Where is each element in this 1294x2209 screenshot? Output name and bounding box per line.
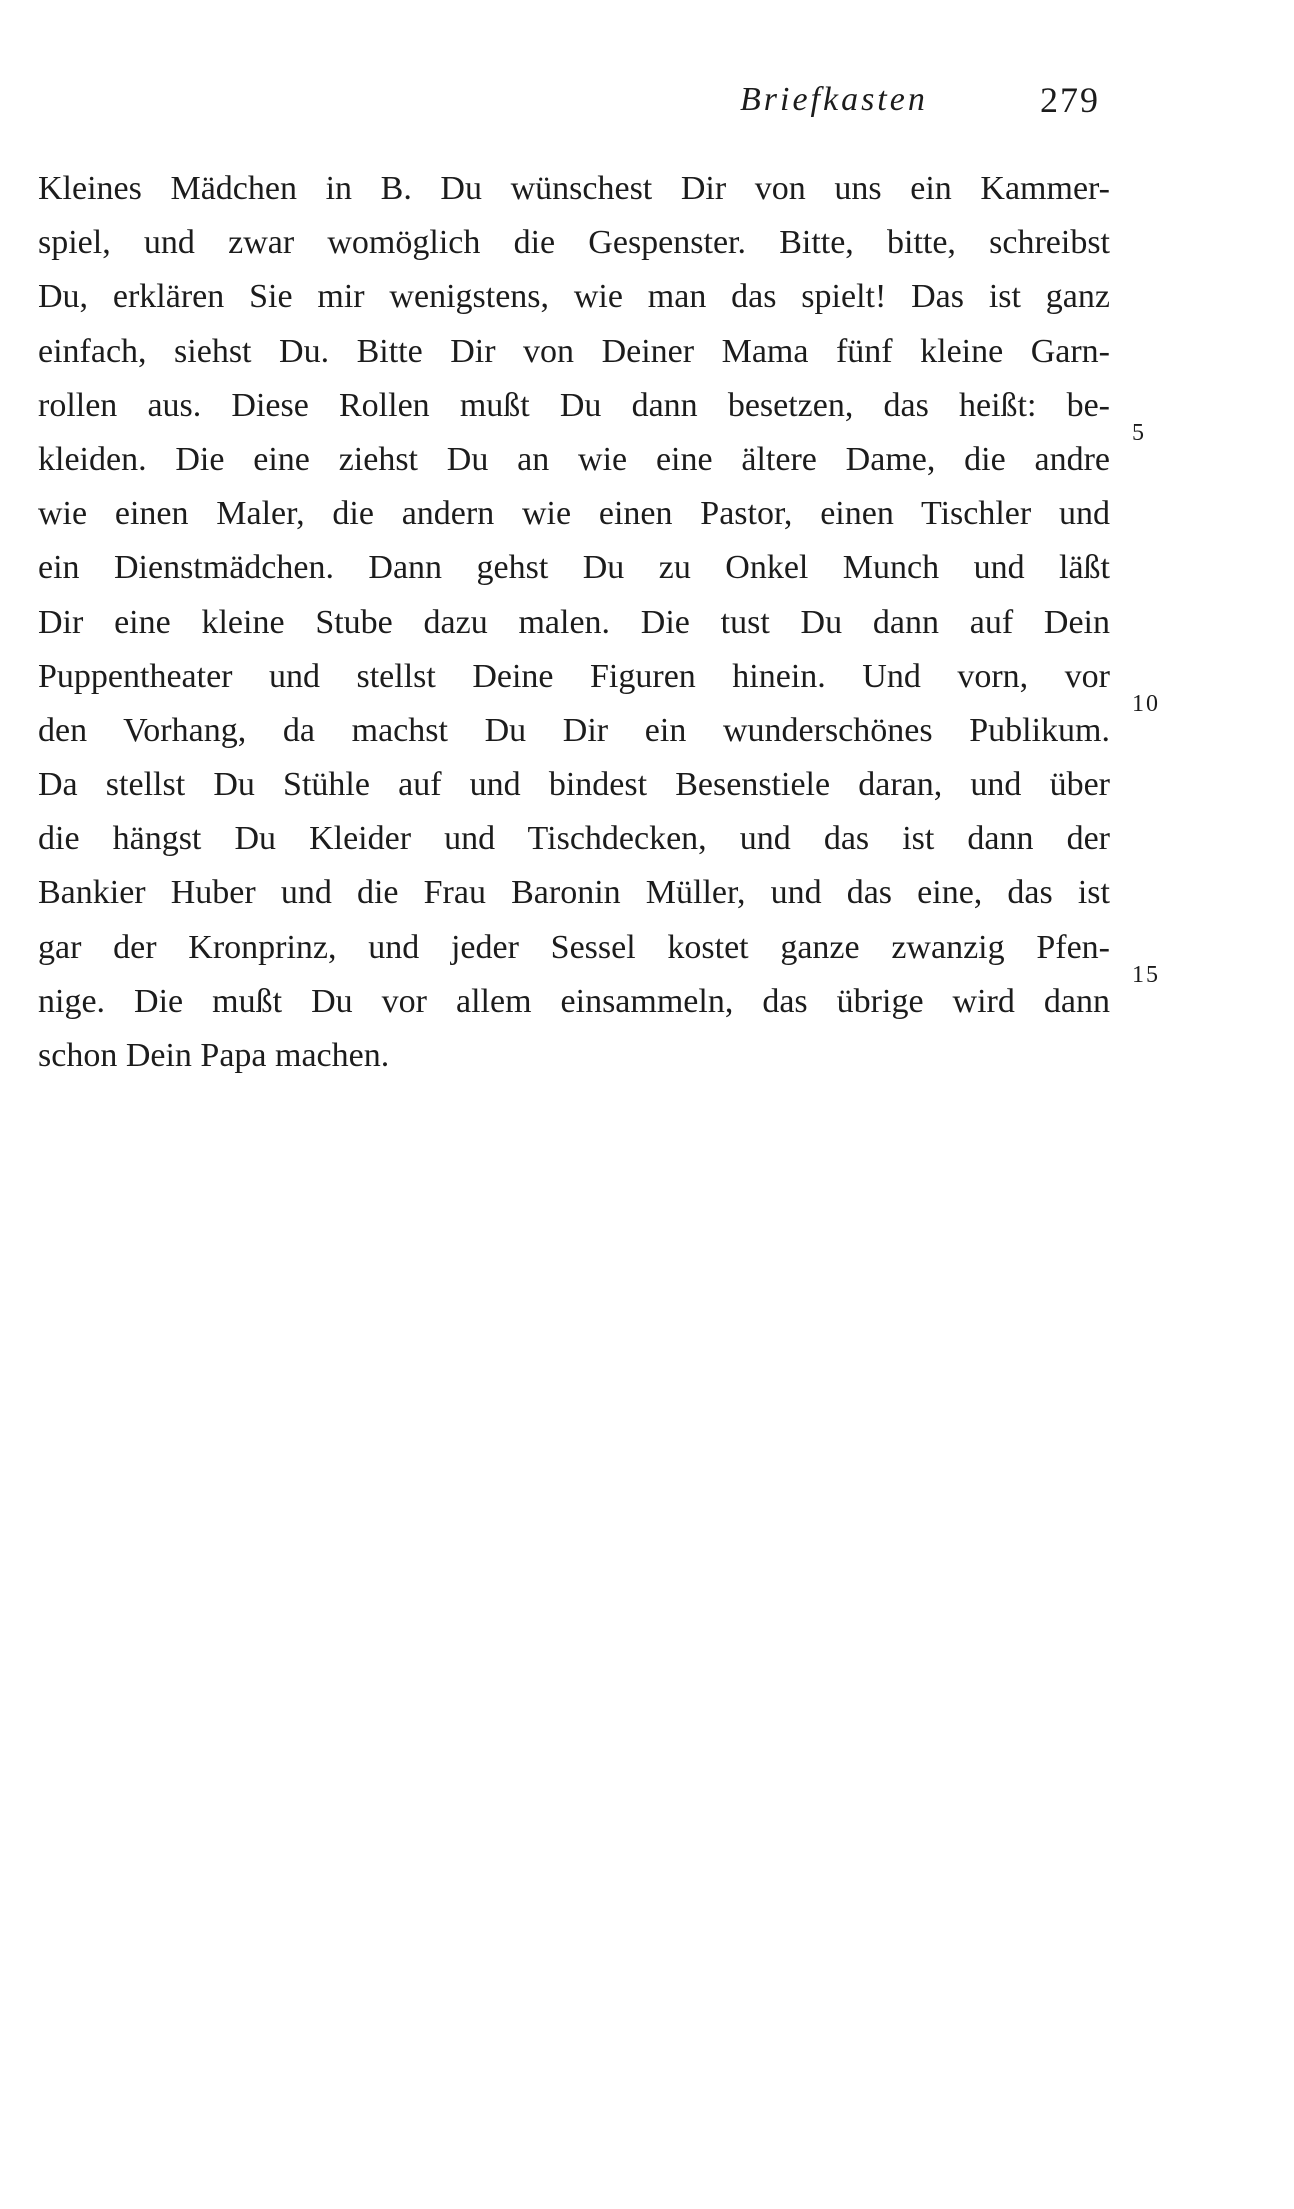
text-line-5: rollen aus. Diese Rollen mußt Du dann besetzen, das heißt: be- <box>38 386 1110 424</box>
line-number: 15 <box>1132 962 1160 988</box>
running-head <box>700 78 1120 128</box>
running-title: Briefkasten <box>740 81 928 118</box>
text-line-14: Bankier Huber und die Frau Baronin Müller, und das eine, das ist <box>38 874 1110 912</box>
text-line-1: Kleines Mädchen in B. Du wünschest Dir von uns ein Kammer- <box>38 170 1110 207</box>
text-line-3: Du, erklären Sie mir wenigstens, wie man das spielt! Das ist ganz <box>38 278 1110 316</box>
text-line-16: nige. Die mußt Du vor allem einsammeln, das übrige wird dann <box>38 982 1110 1020</box>
text-line-17: schon Dein Papa machen. <box>38 1037 390 1074</box>
page-number: 279 <box>1040 80 1100 120</box>
text-line-2: spiel, und zwar womöglich die Gespenster. Bitte, bitte, schreibst <box>38 224 1110 262</box>
line-number: 5 <box>1132 420 1146 446</box>
text-line-6: kleiden. Die eine ziehst Du an wie eine ältere Dame, die andre <box>38 440 1110 478</box>
text-line-9: Dir eine kleine Stube dazu malen. Die tust Du dann auf Dein <box>38 603 1110 641</box>
text-line-7: wie einen Maler, die andern wie einen Pastor, einen Tischler und <box>38 495 1110 533</box>
text-line-4: einfach, siehst Du. Bitte Dir von Deiner Mama fünf kleine Garn- <box>38 332 1110 370</box>
text-line-10: Puppentheater und stellst Deine Figuren hinein. Und vorn, vor <box>38 657 1110 695</box>
line-number: 10 <box>1132 691 1160 717</box>
text-line-8: ein Dienstmädchen. Dann gehst Du zu Onkel Munch und läßt <box>38 549 1110 587</box>
text-line-11: den Vorhang, da machst Du Dir ein wunderschönes Publikum. <box>38 711 1110 749</box>
body-text <box>38 162 1110 1083</box>
text-line-13: die hängst Du Kleider und Tischdecken, und das ist dann der <box>38 820 1110 858</box>
text-line-12: Da stellst Du Stühle auf und bindest Besenstiele daran, und über <box>38 766 1110 804</box>
text-line-15: gar der Kronprinz, und jeder Sessel kostet ganze zwanzig Pfen- <box>38 928 1110 966</box>
